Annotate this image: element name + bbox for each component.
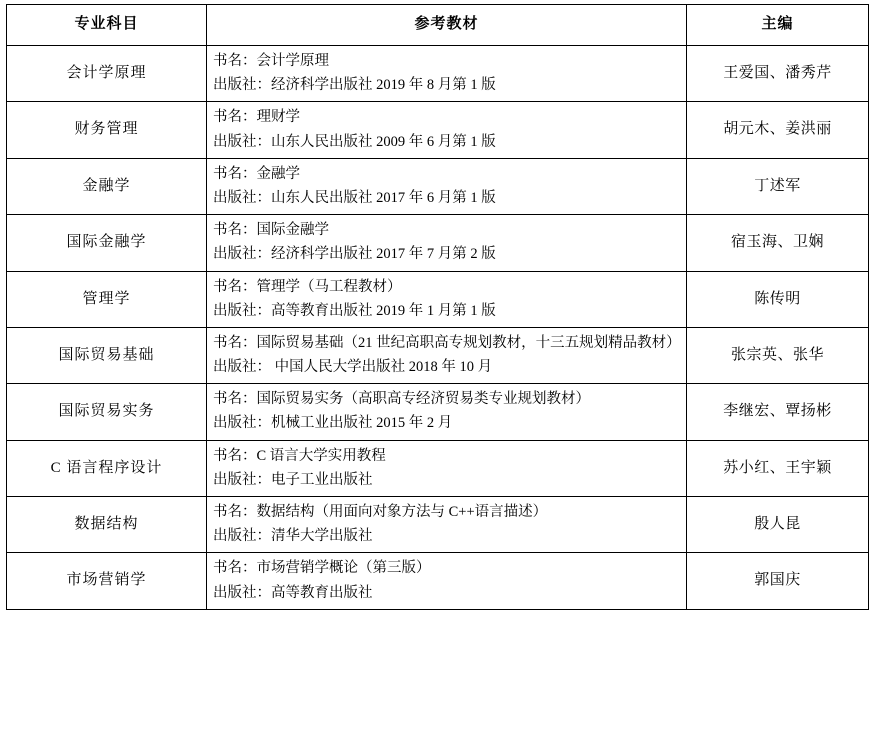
cell-chief-editor: 张宗英、张华 — [687, 327, 869, 383]
cell-subject: 数据结构 — [7, 497, 207, 553]
book-title-line: 书名：理财学 — [213, 109, 300, 126]
cell-reference-book — [207, 440, 687, 496]
cell-subject: 国际贸易基础 — [7, 327, 207, 383]
cell-reference-book — [207, 553, 687, 609]
cell-reference-book — [207, 384, 687, 440]
table-header-row — [7, 5, 869, 46]
table-header — [7, 5, 869, 46]
table-row — [7, 553, 869, 609]
cell-chief-editor: 郭国庆 — [687, 553, 869, 609]
book-title-line: 书名：市场营销学概论（第三版） — [213, 560, 431, 577]
cell-subject: C 语言程序设计 — [7, 440, 207, 496]
cell-subject: 市场营销学 — [7, 553, 207, 609]
cell-reference-book — [207, 215, 687, 271]
table-row — [7, 384, 869, 440]
cell-reference-book — [207, 102, 687, 158]
header-reference-book: 参考教材 — [207, 5, 687, 46]
publisher-line: 出版社：电子工业出版社 — [213, 471, 373, 488]
table-row — [7, 440, 869, 496]
cell-subject: 财务管理 — [7, 102, 207, 158]
book-title-line: 书名：数据结构（用面向对象方法与 C++语言描述） — [213, 504, 548, 520]
cell-chief-editor: 李继宏、覃扬彬 — [687, 384, 869, 440]
cell-chief-editor: 丁述军 — [687, 158, 869, 214]
publisher-line: 出版社：机械工业出版社 2015 年 2 月 — [213, 415, 453, 432]
book-title-line: 书名：C 语言大学实用教程 — [213, 447, 386, 464]
table-row — [7, 327, 869, 383]
cell-subject: 国际贸易实务 — [7, 384, 207, 440]
book-title-line: 书名：会计学原理 — [213, 53, 329, 69]
cell-reference-book — [207, 497, 687, 553]
table-row — [7, 497, 869, 553]
publisher-line: 出版社：山东人民出版社 2009 年 6 月第 1 版 — [213, 133, 496, 150]
publisher-line: 出版社：清华大学出版社 — [213, 528, 373, 545]
cell-subject: 会计学原理 — [7, 46, 207, 102]
cell-reference-book — [207, 271, 687, 327]
table-row — [7, 271, 869, 327]
cell-subject: 金融学 — [7, 158, 207, 214]
cell-reference-book — [207, 158, 687, 214]
table-row — [7, 46, 869, 102]
header-subject: 专业科目 — [7, 5, 207, 46]
table-row — [7, 215, 869, 271]
publisher-line: 出版社： 中国人民大学出版社 2018 年 10 月 — [213, 359, 493, 376]
header-chief-editor: 主编 — [687, 5, 869, 46]
publisher-line: 出版社：经济科学出版社 2017 年 7 月第 2 版 — [213, 246, 496, 263]
table-row — [7, 102, 869, 158]
book-title-line: 书名：国际贸易实务（高职高专经济贸易类专业规划教材） — [213, 391, 590, 408]
book-title-line: 书名：金融学 — [213, 165, 300, 182]
cell-reference-book — [207, 327, 687, 383]
book-title-line: 书名：管理学（马工程教材） — [213, 278, 402, 295]
publisher-line: 出版社：经济科学出版社 2019 年 8 月第 1 版 — [213, 77, 496, 94]
publisher-line: 出版社：高等教育出版社 — [213, 584, 373, 601]
cell-subject: 管理学 — [7, 271, 207, 327]
cell-chief-editor: 殷人昆 — [687, 497, 869, 553]
publisher-line: 出版社：高等教育出版社 2019 年 1 月第 1 版 — [213, 302, 496, 319]
cell-reference-book — [207, 46, 687, 102]
textbook-reference-table — [6, 4, 869, 610]
cell-chief-editor: 苏小红、王宇颖 — [687, 440, 869, 496]
table-body — [7, 46, 869, 610]
cell-chief-editor: 胡元木、姜洪丽 — [687, 102, 869, 158]
book-title-line: 书名：国际金融学 — [213, 222, 329, 239]
table-row — [7, 158, 869, 214]
cell-chief-editor: 陈传明 — [687, 271, 869, 327]
cell-subject: 国际金融学 — [7, 215, 207, 271]
publisher-line: 出版社：山东人民出版社 2017 年 6 月第 1 版 — [213, 189, 496, 206]
book-title-line: 书名：国际贸易基础（21 世纪高职高专规划教材，十三五规划精品教材） — [213, 334, 681, 351]
cell-chief-editor: 王爱国、潘秀芹 — [687, 46, 869, 102]
cell-chief-editor: 宿玉海、卫娴 — [687, 215, 869, 271]
